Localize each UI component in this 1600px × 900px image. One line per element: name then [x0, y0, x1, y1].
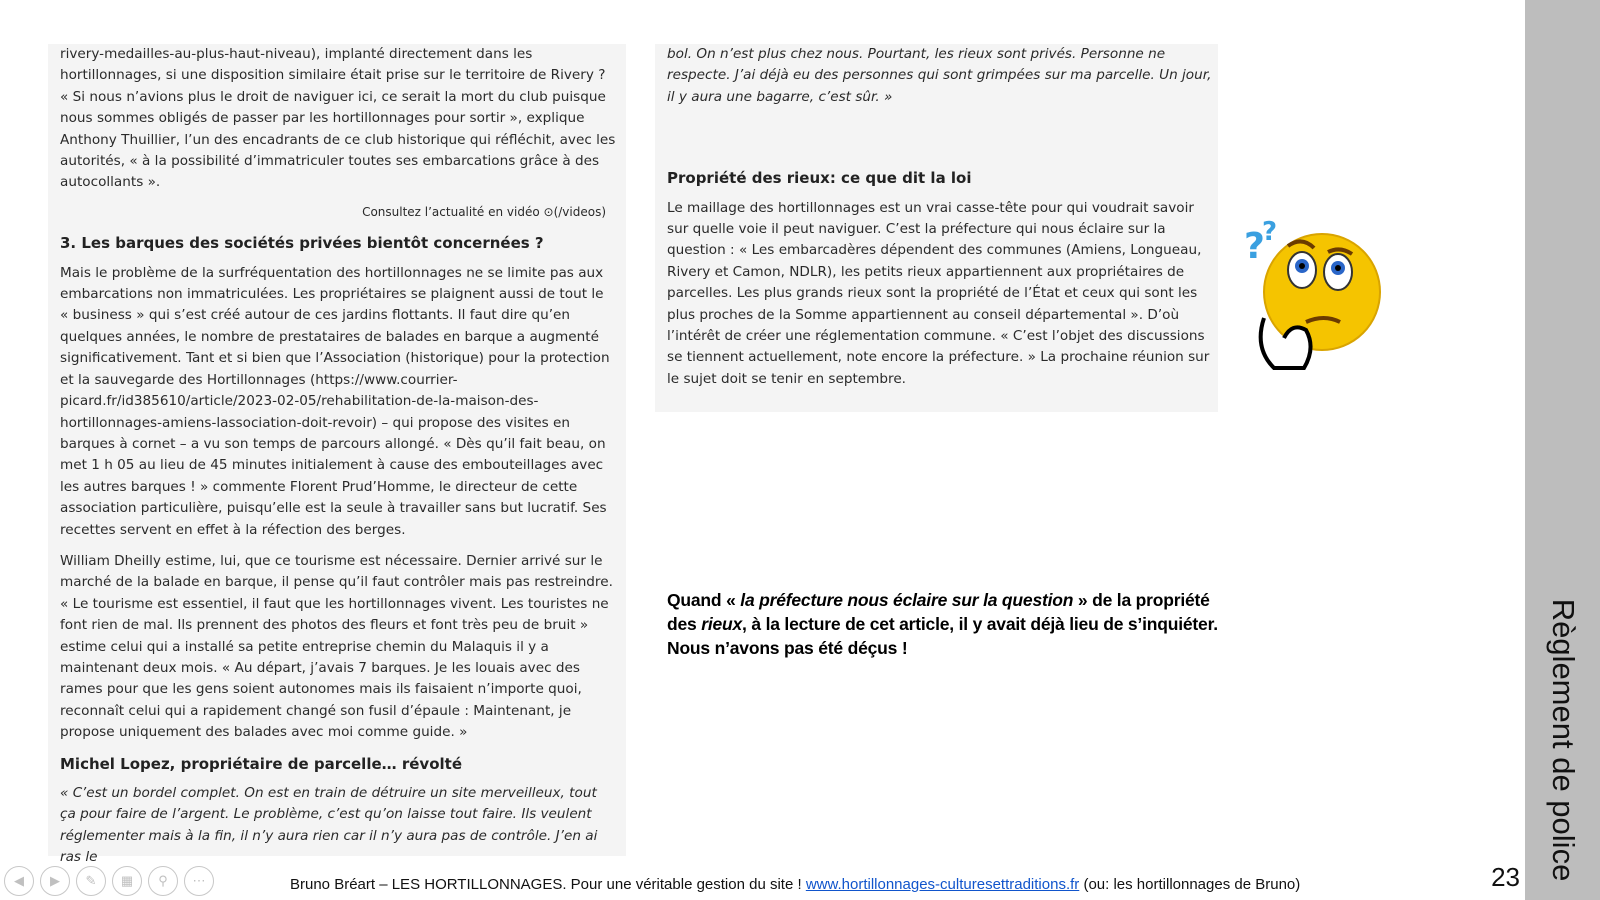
article-paragraph: rivery-medailles-au-plus-haut-niveau), implanté directement dans les hortillonnages, si une disposition similaire était prise sur le territoire de Rivery ? « Si nous n’avions plus le droit de naviguer ici, ce serait la mort du club puisque nous sommes obligés de passer par les hortillonnages pour sortir », explique Anthony Thuillier, l’un des encadrants de ce club historique qui réfléchit, avec les autorités, « à la possibilité d’immatriculer toutes ses embarcations grâce à des autocollants ». — [60, 46, 616, 191]
slide-section-title — [1525, 0, 1600, 900]
article-paragraph: Le maillage des hortillonnages est un vrai casse-tête pour qui voudrait savoir sur quelle voie il peut naviguer. C’est la préfecture qui nous éclaire sur la question : « Les embarcadères dépendent des communes (Amiens, Longueau, Rivery et Camon, NDLR), les petits rieux appartiennent aux propriétaires de parcelles. Les plus grands rieux sont la propriété de l’État et ceux qui sont les plus proches de la Somme appartiennent au conseil départemental ». D’où l’intérêt de créer une réglementation commune. « C’est l’objet des discussions se tiennent actuellement, note encore la préfecture. » La prochaine réunion sur le sujet doit se tenir en septembre. — [667, 199, 1210, 387]
presentation-toolbar — [4, 866, 214, 896]
question-mark-icon: ? — [1262, 217, 1278, 247]
commentary-text — [667, 588, 1227, 660]
article-scan-left — [48, 44, 626, 866]
article-paragraph: Mais le problème de la surfréquentation des hortillonnages ne se limite pas aux embarcations non immatriculées. Les propriétaires se plaignent aussi de tout le « business » qui s’est créé autour de ces jardins flottants. Il faut dire qu’en quelques années, le nombre de prestataires de balades en barque a augmenté significativement. Tant et si bien que l’Association (historique) pour la protection et la sauvegarde des Hortillonnages (https://www.courrier-picard.fr/id385610/article/2023-02-05/rehabilitation-de-la-maison-des-hortillonnages-amiens-lassociation-doit-revoir) – qui propose des visites en barques à cornet – a vu son temps de parcours allongé. « Dès qu’il fait beau, on met 1 h 05 au lieu de 45 minutes initialement à cause des embouteillages avec les autres barques ! » commente Florent Prud’Homme, le directeur de cette association particulière, puisqu’elle est la seule à travailler sans but lucratif. Ses recettes servent en effet à la réfection des berges. — [60, 264, 610, 538]
next-icon[interactable]: ▶ — [40, 866, 70, 896]
zoom-icon[interactable]: ⚲ — [148, 866, 178, 896]
pen-icon[interactable]: ✎ — [76, 866, 106, 896]
video-link[interactable]: Consultez l’actualité en vidéo ⊙(/videos) — [362, 204, 606, 219]
article-scan-right — [655, 44, 1218, 412]
more-icon[interactable]: ⋯ — [184, 866, 214, 896]
commentary-italic: la préfecture nous éclaire sur la question — [740, 590, 1074, 610]
footer — [290, 876, 1300, 893]
previous-icon[interactable]: ◀ — [4, 866, 34, 896]
article-paragraph: William Dheilly estime, lui, que ce tourisme est nécessaire. Dernier arrivé sur le marché de la balade en barque, il pense qu’il faut contrôler mais pas restreindre. « Le tourisme est essentiel, il faut que les hortillonnages vivent. Les touristes ne font rien de mal. Ils prennent des photos des fleurs et font très peu de bruit » estime celui qui a installé sa petite entreprise chemin du Malaquis il y a maintenant deux mois. « Au départ, j’avais 7 barques. Je les louais avec des rames pour que les gens soient autonomes mais ils faisaient n’importe quoi, reconnaît celui qui a rapidement changé son fusil d’épaule : Maintenant, je propose uniquement des balades avec moi comme guide. » — [60, 552, 613, 741]
commentary-italic: rieux — [701, 614, 743, 634]
footer-link[interactable]: www.hortillonnages-culturesettraditions.fr — [805, 876, 1080, 893]
commentary-part: Quand « — [667, 590, 741, 610]
question-mark-icon: ? — [1244, 226, 1265, 267]
face-shape — [1264, 234, 1380, 350]
article-heading: Propriété des rieux: ce que dit la loi — [667, 169, 972, 188]
page-number: 23 — [1491, 862, 1520, 892]
thinking-face-icon — [1244, 218, 1384, 378]
footer-text: Bruno Bréart – LES HORTILLONNAGES. Pour une véritable gestion du site ! — [290, 876, 802, 893]
commentary-part: , à la lecture de cet article, il y avait déjà lieu de s’inquiéter. Nous n’avons pas été déçus ! — [667, 614, 1218, 658]
commentary-part: » de la propriété des — [667, 590, 1210, 634]
slides-icon[interactable]: ▦ — [112, 866, 142, 896]
article-paragraph: « C’est un bordel complet. On est en train de détruire un site merveilleux, tout ça pour faire de l’argent. Le problème, c’est qu’on laisse tout faire. Ils veulent réglementer mais à la fin, il n’y aura rien car il n’y aura pas de contrôle. J’en ai ras le — [60, 785, 598, 866]
article-paragraph: bol. On n’est plus chez nous. Pourtant, les rieux sont privés. Personne ne respecte. J’ai déjà eu des personnes qui sont grimpées sur ma parcelle. Un jour, il y aura une bagarre, c’est sûr. » — [667, 46, 1212, 105]
section-title-text: Règlement de police — [1545, 598, 1581, 882]
article-heading: 3. Les barques des sociétés privées bientôt concernées ? — [60, 234, 544, 253]
article-heading: Michel Lopez, propriétaire de parcelle… révolté — [60, 754, 462, 773]
footer-suffix: (ou: les hortillonnages de Bruno) — [1083, 876, 1301, 893]
